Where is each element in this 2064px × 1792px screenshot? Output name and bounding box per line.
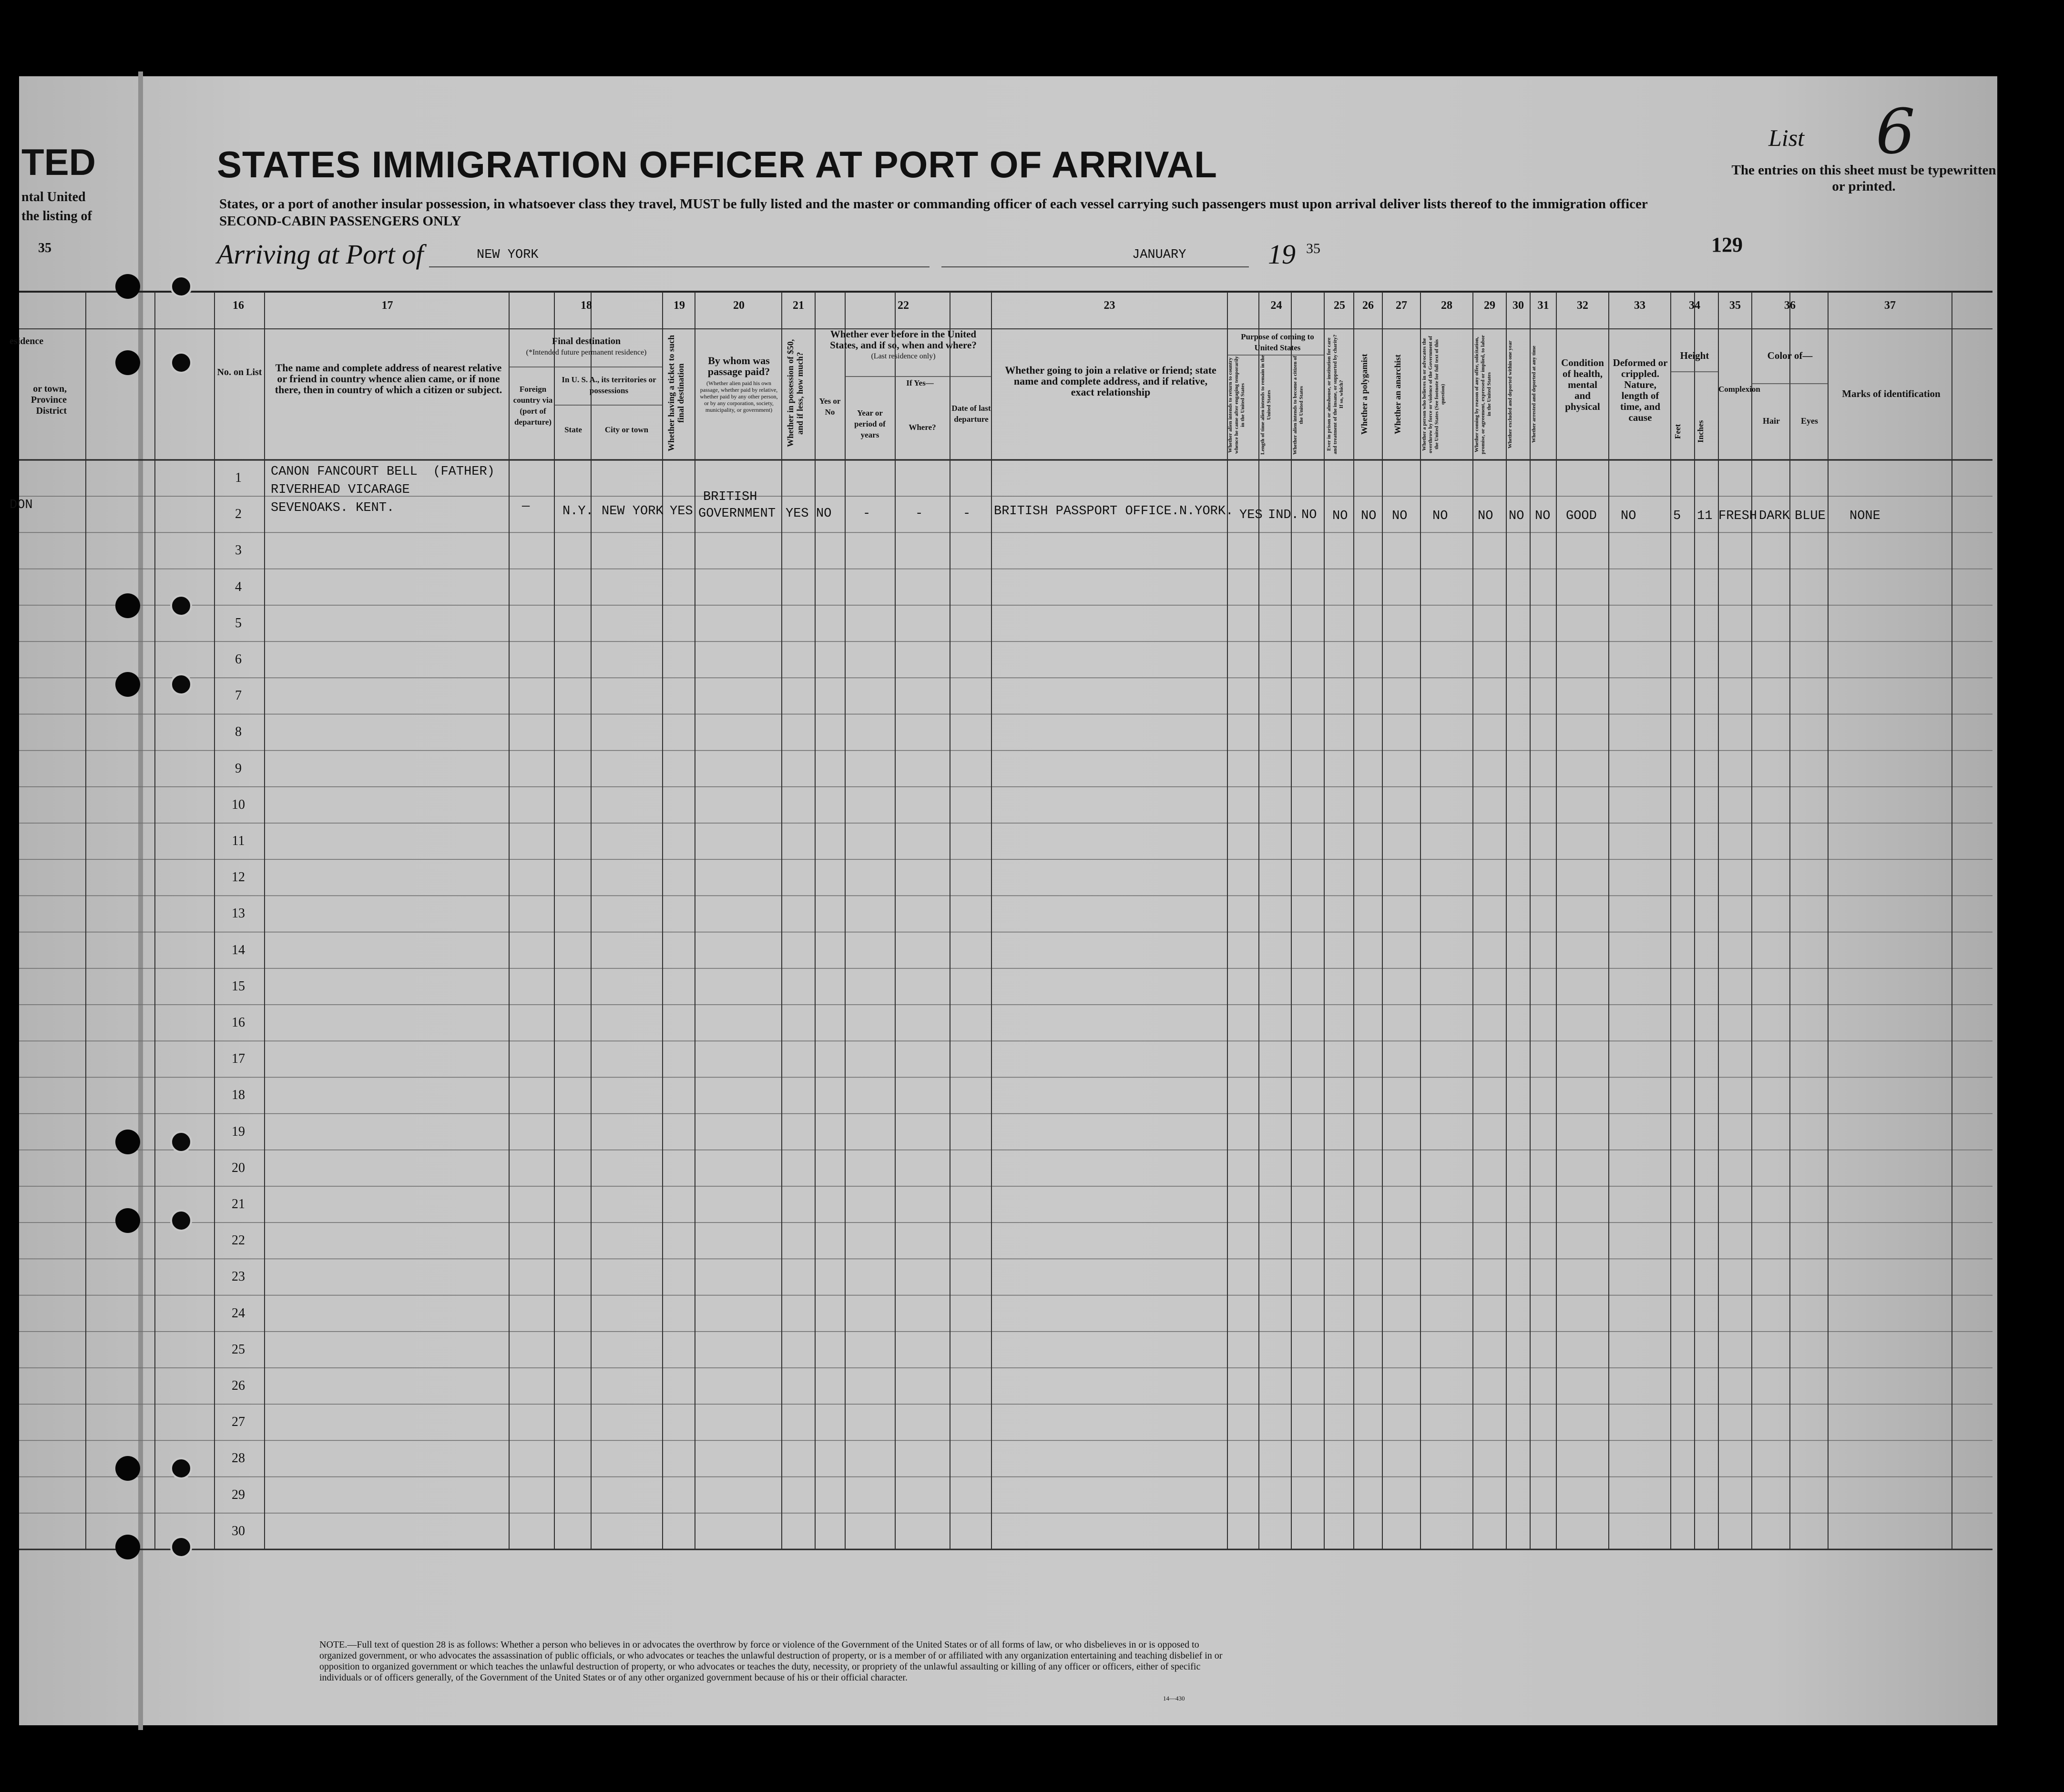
header-passage-paid-label: By whom was passage paid? [707, 355, 770, 377]
header-overthrow: Whether a person who believes in or advocates the overthrow by force or violence of the Government of the United States (See footnote for full text of this question) [1421, 336, 1446, 453]
header-joining: Whether going to join a relative or friend; state name and complete address, and if relative, exact relationship [1005, 364, 1216, 398]
row-number: 18 [232, 1088, 245, 1103]
header-purpose-length: Length of time alien intends to remain in the United States [1260, 355, 1272, 455]
page-number: 129 [1711, 233, 1743, 256]
col-number-22: 22 [898, 299, 909, 312]
header-left-residence: esidence [10, 336, 44, 346]
row1-contract-labor: NO [1478, 509, 1493, 523]
header-health: Condition of health, mental and physical [1561, 357, 1604, 412]
punch-hole [115, 1208, 140, 1233]
list-number: 6 [1876, 95, 1915, 168]
row1-where: - [915, 507, 923, 521]
list-label: List [1768, 124, 1805, 151]
punch-hole [170, 1131, 192, 1153]
col-number-29: 29 [1484, 299, 1495, 312]
header-deported: Whether arrested and deported at any time [1531, 346, 1537, 443]
header-nearest-relative: The name and complete address of nearest relative or friend in country whence alien came, or if none there, then in country of which a citizen or subject. [275, 362, 502, 396]
header-final-destination [512, 336, 660, 358]
col-number-35: 35 [1729, 299, 1741, 312]
row1-complexion: FRESH [1718, 509, 1757, 523]
header-ticket: Whether having a ticket to such final destination [666, 335, 685, 452]
left-fragment-line: 35 [38, 241, 51, 255]
header-years: Year or period of years [854, 408, 886, 439]
header-hair: Hair [1763, 416, 1780, 426]
row1-feet: 5 [1673, 509, 1681, 523]
row-number: 7 [235, 688, 242, 703]
punch-hole [170, 352, 192, 374]
left-fragment-line: ntal United [21, 190, 86, 204]
row1-deformed: NO [1621, 509, 1636, 523]
row-number: 5 [235, 615, 242, 631]
row1-polygamist: NO [1361, 509, 1377, 523]
row-number: 3 [235, 543, 242, 558]
port-value: NEW YORK [477, 248, 539, 262]
page-title: STATES IMMIGRATION OFFICER AT PORT OF ARRIVAL [217, 143, 1217, 185]
punch-hole [170, 1536, 192, 1558]
row-number: 26 [232, 1378, 245, 1393]
row1-deported: NO [1535, 509, 1551, 523]
row1-hair: DARK [1759, 509, 1790, 523]
header-state: State [564, 425, 582, 434]
row-number: 12 [232, 870, 245, 885]
header-excluded: Whether excluded and deported within one year [1507, 340, 1513, 448]
header-city: City or town [604, 425, 649, 434]
header-feet: Feet [1673, 424, 1682, 439]
header-height: Height [1680, 350, 1709, 361]
row-number: 28 [232, 1451, 245, 1466]
header-purpose-citizen: Whether alien intends to become a citizen of the United States [1292, 356, 1304, 455]
row1-purpose-length: IND. [1268, 508, 1299, 522]
col-number-26: 26 [1362, 299, 1374, 312]
row1-anarchist: NO [1392, 509, 1408, 523]
row1-relative-line: CANON FANCOURT BELL (FATHER) [271, 465, 495, 479]
header-final-destination-label: Final destination [552, 336, 621, 346]
col-number-16: 16 [233, 299, 244, 312]
left-fragment-line: the listing of [21, 209, 92, 224]
row-number: 15 [232, 978, 245, 994]
row-number: 11 [232, 834, 245, 848]
header-contract-labor: Whether coming by reason of any offer, solicitation, promise, or agreement, expressed or implied, to labor in the United States [1474, 335, 1492, 454]
row1-city: NEW YORK [602, 504, 664, 519]
col-number-19: 19 [674, 299, 685, 312]
footnote: NOTE.—Full text of question 28 is as follows: Whether a person who believes in or advocates the overthrow by force or violence of the Government of the United States or of all forms of law, or who disbelieves in or is opposed to organized government, or who advocates the assassination of public officials, or who advocates or teaches the unlawful destruction of property, or is a member of or affiliated with any organization entertaining and teaching disbelief in or opposition to organized government or which teaches the unlawful destruction of property, or who advocates or teaches the duty, necessity, or propriety of the unlawful assaulting or killing of any officer or officers, either of specific individuals or of officers generally, of the Government of the United States or of any other organized government because of his or their official character. [319, 1639, 1223, 1683]
header-no-on-list: No. on List [217, 367, 262, 377]
row-number: 29 [232, 1487, 245, 1502]
row1-relative-line: SEVENOAKS. KENT. [271, 501, 395, 515]
row1-eyes: BLUE [1795, 509, 1826, 523]
row-number: 6 [235, 652, 242, 667]
col-number-32: 32 [1577, 299, 1588, 312]
arriving-label: Arriving at Port of [217, 239, 424, 270]
col-number-37: 37 [1884, 299, 1896, 312]
row1-money: YES [786, 507, 809, 521]
col-number-23: 23 [1104, 299, 1115, 312]
col-number-17: 17 [381, 299, 393, 312]
year-suffix: 35 [1306, 241, 1320, 256]
instructions-text [219, 195, 1673, 230]
header-purpose: Purpose of coming to United States [1241, 332, 1314, 352]
col-number-21: 21 [793, 299, 804, 312]
header-in-usa: In U. S. A., its territories or possessions [562, 375, 656, 395]
row-number: 4 [235, 579, 242, 594]
punch-hole [115, 274, 140, 299]
header-anarchist: Whether an anarchist [1393, 354, 1402, 435]
punch-hole [170, 1457, 192, 1479]
header-purpose-return: Whether alien intends to return to country whence he came after engaging temporarily in the United States [1227, 356, 1246, 454]
row1-inches: 11 [1697, 509, 1713, 523]
row1-health: GOOD [1566, 509, 1597, 523]
row1-relative-line: RIVERHEAD VICARAGE [271, 483, 410, 497]
row1-joining: BRITISH PASSPORT OFFICE.N.YORK. [994, 504, 1234, 519]
row1-years: - [863, 507, 871, 521]
row-number: 30 [232, 1523, 245, 1538]
row1-residence-fragment: DON [10, 498, 33, 512]
col-number-30: 30 [1512, 299, 1524, 312]
row1-prison: NO [1332, 509, 1348, 523]
col-number-18: 18 [581, 299, 592, 312]
header-yes-no: Yes or No [819, 397, 841, 417]
row-number: 23 [232, 1269, 245, 1284]
col-number-20: 20 [733, 299, 745, 312]
row-number: 21 [232, 1197, 245, 1212]
row-number: 8 [235, 724, 242, 740]
header-passage-paid-note: (Whether alien paid his own passage, whether paid by relative, whether paid by any other person, or by any corporation, society, municipality, or government) [700, 380, 778, 413]
row-number: 20 [232, 1160, 245, 1175]
header-inches: Inches [1696, 420, 1705, 443]
header-complexion: Complexion [1718, 385, 1760, 394]
col-number-27: 27 [1396, 299, 1407, 312]
col-number-34: 34 [1689, 299, 1700, 312]
header-prison: Ever in prison or almshouse, or institution for care and treatment of the insane, or supported by charity? If so, which? [1326, 334, 1344, 455]
header-polygamist: Whether a polygamist [1359, 354, 1369, 435]
header-departure-date: Date of last departure [951, 404, 991, 424]
row-number: 10 [232, 797, 245, 812]
row-number: 27 [232, 1415, 245, 1430]
scan-border [1997, 76, 2064, 1792]
col-number-31: 31 [1537, 299, 1549, 312]
row-number: 19 [232, 1124, 245, 1139]
header-if-yes: If Yes— [906, 378, 934, 387]
punch-hole [170, 1210, 192, 1232]
row1-paid-by: BRITISH [703, 490, 757, 504]
punch-hole [170, 275, 192, 297]
left-page-fragment-title: TED [21, 141, 96, 183]
entries-note: The entries on this sheet must be typewritten or printed. [1731, 163, 1996, 194]
form-number: 14—430 [1163, 1695, 1185, 1702]
row1-paid-by: GOVERNMENT [698, 507, 776, 521]
row1-before-in-us: NO [816, 507, 832, 521]
header-foreign-country: Foreign country via (port of departure) [513, 385, 553, 427]
col-number-25: 25 [1334, 299, 1345, 312]
col-number-33: 33 [1634, 299, 1645, 312]
header-marks: Marks of identification [1842, 388, 1941, 399]
col-number-28: 28 [1441, 299, 1452, 312]
punch-hole [115, 350, 140, 375]
row-number: 9 [235, 761, 242, 776]
punch-hole [115, 672, 140, 697]
class-line: SECOND-CABIN PASSENGERS ONLY [219, 214, 461, 229]
col-number-24: 24 [1270, 299, 1282, 312]
punch-hole [115, 593, 140, 618]
header-passage-paid [698, 355, 779, 413]
punch-hole [115, 1130, 140, 1154]
row1-foreign-via: — [522, 499, 530, 514]
row-number: 25 [232, 1342, 245, 1357]
row1-excluded: NO [1509, 509, 1524, 523]
row1-departure: - [963, 507, 971, 521]
punch-hole [115, 1456, 140, 1481]
header-before-in-us-note: (Last residence only) [871, 352, 936, 360]
row-number: 13 [232, 906, 245, 921]
punch-hole [115, 1535, 140, 1559]
header-before-in-us [817, 329, 989, 362]
header-final-destination-note: (*Intended future permanent residence) [526, 348, 647, 356]
row-number: 24 [232, 1305, 245, 1321]
header-where: Where? [909, 423, 936, 432]
row-number: 17 [232, 1051, 245, 1067]
row1-ticket: YES [670, 504, 693, 519]
row1-overthrow: NO [1432, 509, 1448, 523]
col-number-36: 36 [1784, 299, 1796, 312]
header-eyes: Eyes [1801, 416, 1818, 426]
year-prefix: 19 [1268, 239, 1296, 270]
header-deformed: Deformed or crippled. Nature, length of time, and cause [1613, 357, 1668, 423]
header-left-town: or town, Province District [31, 384, 67, 416]
row-number: 2 [235, 507, 242, 522]
punch-hole [170, 673, 192, 695]
row-number: 22 [232, 1233, 245, 1248]
row1-state: N.Y. [562, 504, 593, 519]
row-number: 16 [232, 1015, 245, 1030]
row-number: 1 [235, 470, 242, 485]
row-number: 14 [232, 942, 245, 957]
row1-purpose-return: YES [1239, 508, 1263, 522]
punch-hole [170, 595, 192, 617]
header-before-in-us-label: Whether ever before in the United States, and if so, when and where? [830, 328, 977, 351]
header-color-of: Color of— [1767, 350, 1813, 361]
row1-marks: NONE [1849, 509, 1880, 523]
month-value: JANUARY [1132, 248, 1186, 262]
instructions-line: States, or a port of another insular possession, in whatsoever class they travel, MUST be fully listed and the master or commanding officer of each vessel carrying such passengers must upon arrival deliver lists thereof to the immigration officer [219, 196, 1648, 212]
header-money: Whether in possession of $50, and if less, how much? [786, 339, 805, 448]
row1-purpose-citizen: NO [1301, 508, 1317, 522]
